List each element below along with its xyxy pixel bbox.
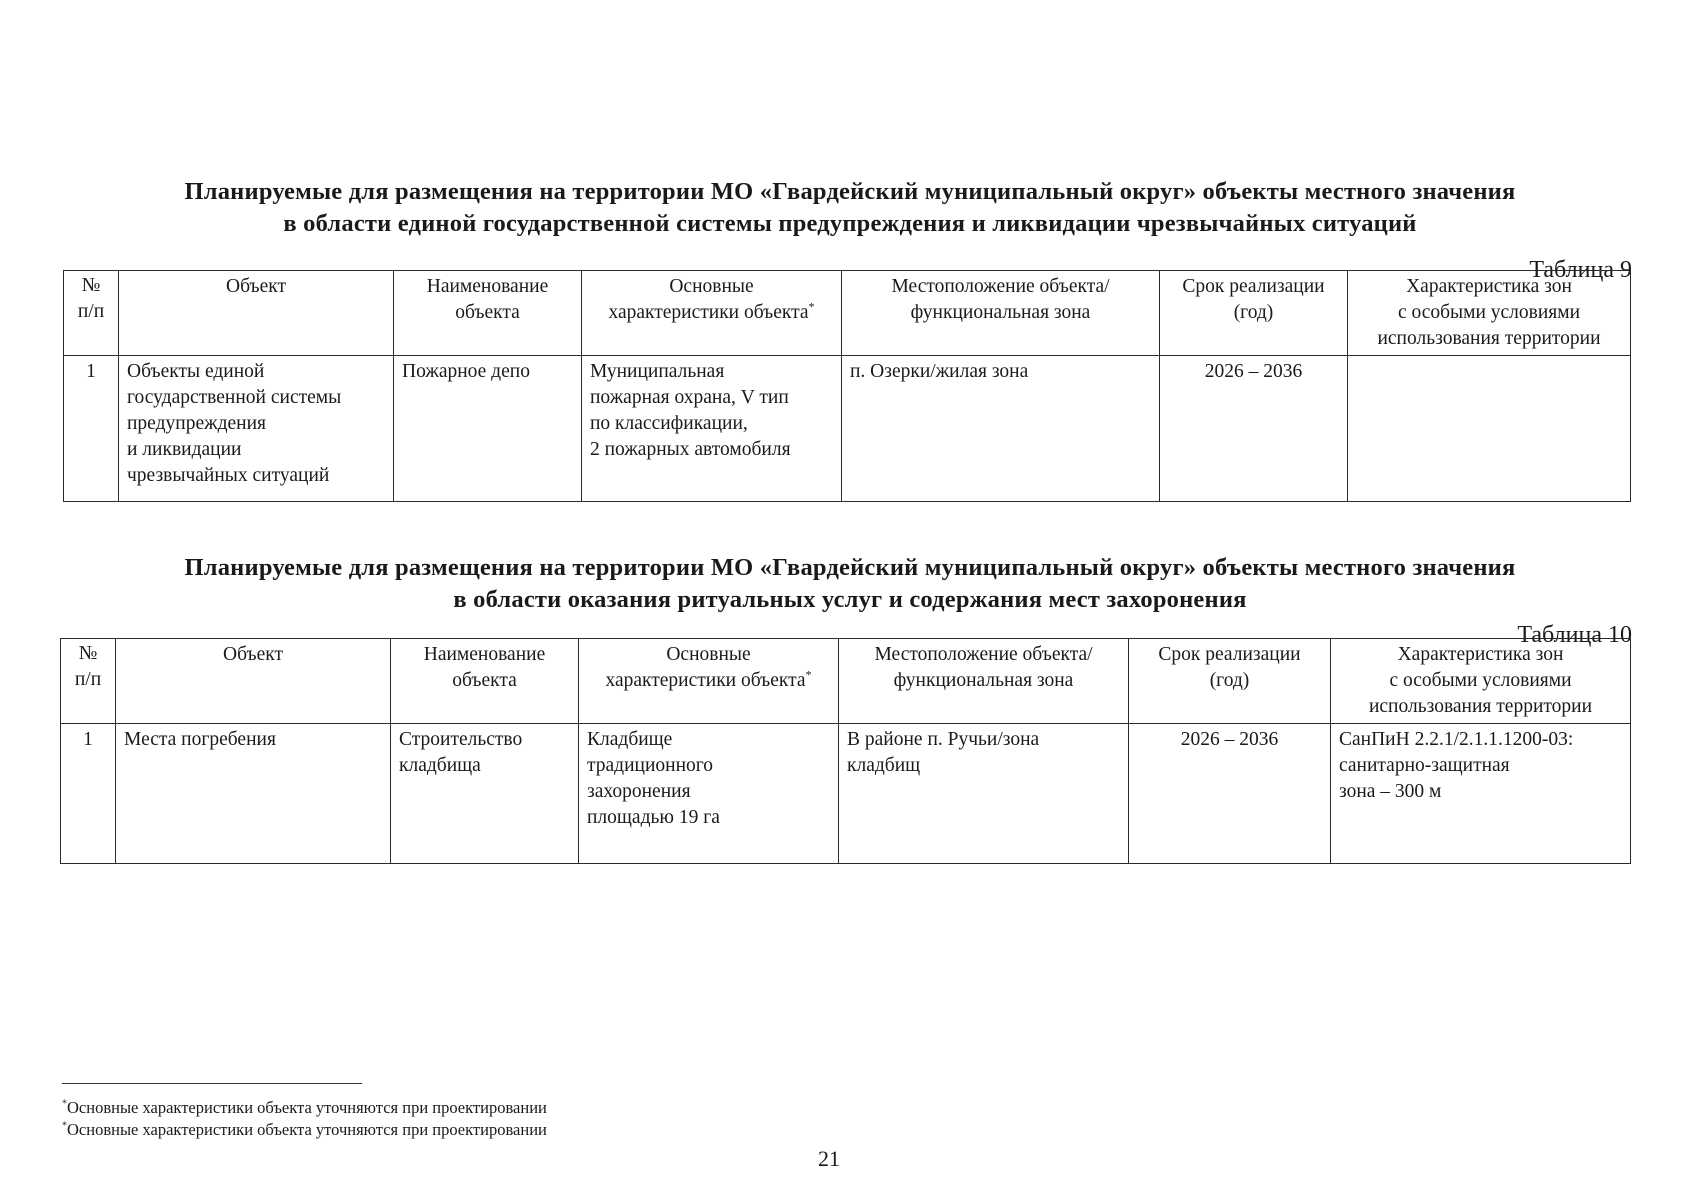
row-location: В районе п. Ручьи/зона кладбищ bbox=[839, 724, 1129, 864]
row-object: Объекты единой государственной системы предупреждения и ликвидации чрезвычайных ситуаций bbox=[119, 356, 394, 502]
row-period: 2026 – 2036 bbox=[1129, 724, 1331, 864]
table-row bbox=[64, 356, 1631, 502]
footnote-marker: * bbox=[808, 299, 815, 314]
row-characteristics: Кладбище традиционного захоронения площадью 19 га bbox=[579, 724, 839, 864]
table10-label: Таблица 10 bbox=[1517, 622, 1632, 648]
section2-heading-line1: Планируемые для размещения на территории МО «Гвардейский муниципальный округ» объекты местного значения bbox=[184, 554, 1516, 581]
footnote-marker: * bbox=[62, 1120, 67, 1132]
table9 bbox=[63, 270, 1631, 502]
row-location: п. Озерки/жилая зона bbox=[842, 356, 1160, 502]
footnote-1: *Основные характеристики объекта уточняются при проектировании bbox=[62, 1098, 547, 1117]
section1-heading-line2: в области единой государственной системы предупреждения и ликвидации чрезвычайных ситуаций bbox=[283, 210, 1417, 237]
table10-header-row bbox=[61, 639, 1631, 724]
footnote-marker: * bbox=[805, 667, 812, 682]
table9-col-name: Наименование объекта bbox=[394, 271, 582, 356]
table10-col-characteristics: Основные характеристики объекта* bbox=[579, 639, 839, 724]
row-characteristics: Муниципальная пожарная охрана, V тип по классификации, 2 пожарных автомобиля bbox=[582, 356, 842, 502]
footnote-marker: * bbox=[62, 1098, 67, 1110]
row-zones: СанПиН 2.2.1/2.1.1.1200-03: санитарно-защитная зона – 300 м bbox=[1331, 724, 1631, 864]
footnote-2: *Основные характеристики объекта уточняются при проектировании bbox=[62, 1120, 547, 1139]
table9-col-location: Местоположение объекта/ функциональная зона bbox=[842, 271, 1160, 356]
page-number: 21 bbox=[818, 1146, 840, 1171]
table10-col-location: Местоположение объекта/ функциональная зона bbox=[839, 639, 1129, 724]
table10-col-period: Срок реализации (год) bbox=[1129, 639, 1331, 724]
row-number: 1 bbox=[61, 724, 116, 864]
section1-heading bbox=[60, 176, 1640, 240]
table9-col-object: Объект bbox=[119, 271, 394, 356]
footnote-divider bbox=[62, 1083, 362, 1084]
row-name: Строительство кладбища bbox=[391, 724, 579, 864]
table9-col-characteristics: Основные характеристики объекта* bbox=[582, 271, 842, 356]
row-object: Места погребения bbox=[116, 724, 391, 864]
section2-heading bbox=[60, 552, 1640, 616]
table10-col-num: № п/п bbox=[61, 639, 116, 724]
table10-col-name: Наименование объекта bbox=[391, 639, 579, 724]
table9-col-period: Срок реализации (год) bbox=[1160, 271, 1348, 356]
table9-label: Таблица 9 bbox=[1529, 257, 1632, 283]
section1-heading-line1: Планируемые для размещения на территории МО «Гвардейский муниципальный округ» объекты местного значения bbox=[184, 178, 1516, 205]
table10-col-zones: Характеристика зон с особыми условиями использования территории bbox=[1331, 639, 1631, 724]
section2-heading-line2: в области оказания ритуальных услуг и содержания мест захоронения bbox=[453, 586, 1247, 613]
row-zones bbox=[1348, 356, 1631, 502]
row-name: Пожарное депо bbox=[394, 356, 582, 502]
table10-col-object: Объект bbox=[116, 639, 391, 724]
table-row bbox=[61, 724, 1631, 864]
row-period: 2026 – 2036 bbox=[1160, 356, 1348, 502]
table9-header-row bbox=[64, 271, 1631, 356]
row-number: 1 bbox=[64, 356, 119, 502]
table9-col-num: № п/п bbox=[64, 271, 119, 356]
table9-col-zones: Характеристика зон с особыми условиями использования территории bbox=[1348, 271, 1631, 356]
table10 bbox=[60, 638, 1631, 864]
